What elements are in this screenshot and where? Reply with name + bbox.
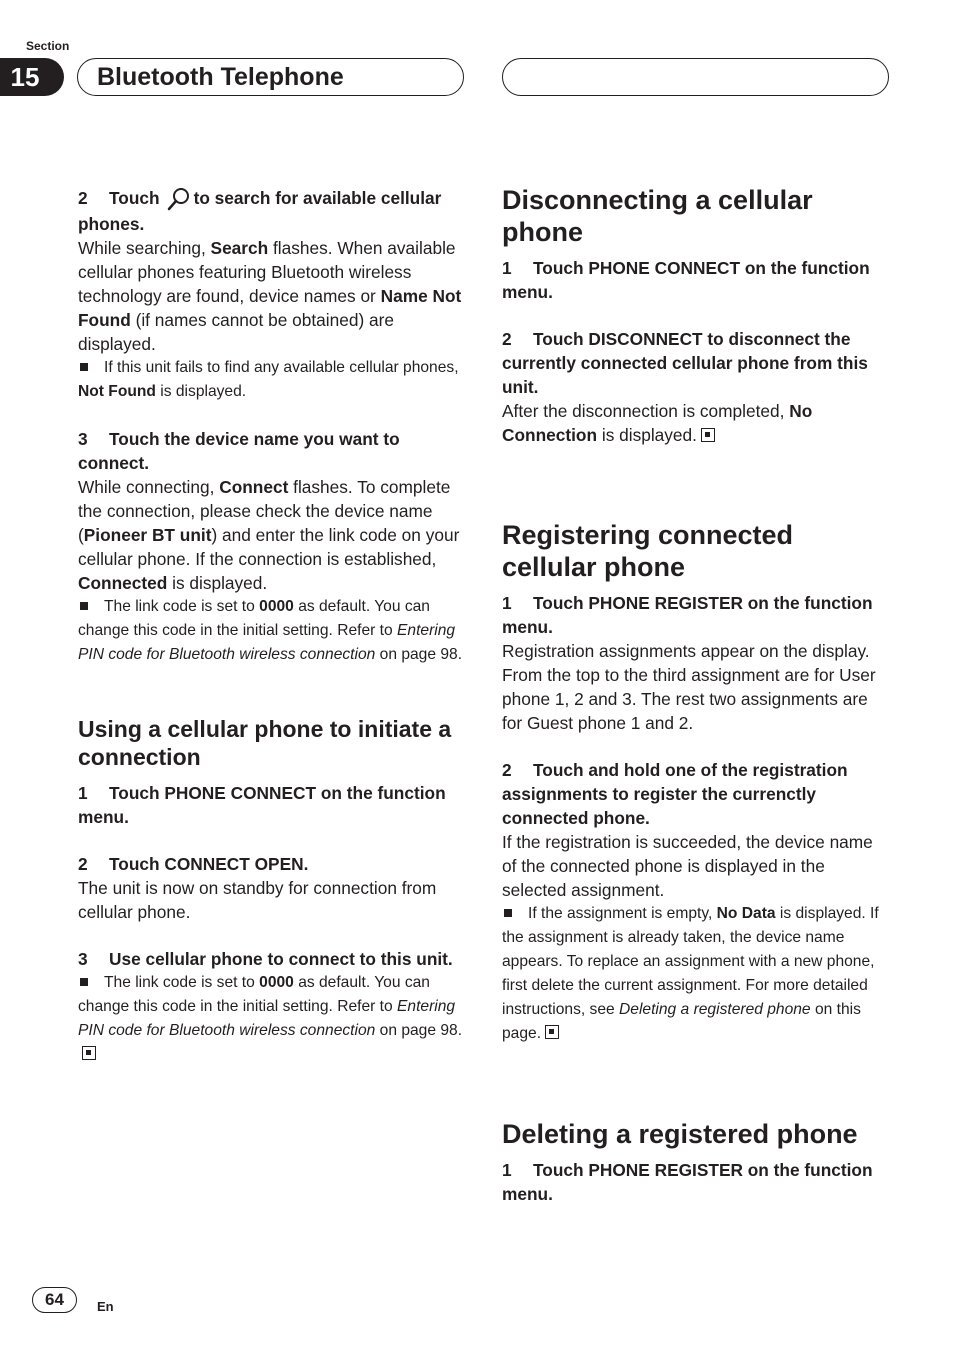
step-delete-1: 1 Touch PHONE REGISTER on the function menu. [502, 1160, 873, 1204]
standby-description: The unit is now on standby for connection from cellular phone. [78, 878, 437, 922]
section-number-badge: 15 [0, 58, 64, 96]
heading-registering: Registering connected cellular phone [502, 520, 794, 582]
note-link-code: The link code is set to 0000 as default. You can change this code in the initial setting. Refer to Entering PIN code for Bluetooth wireless connection on page 98. [78, 598, 463, 663]
note-assignment: If the assignment is empty, No Data is displayed. If the assignment is already taken, the device name appears. To replace an assignment with a new phone, first delete the current assignment. For more detailed instructions, see Deleting a registered phone on this page. [502, 905, 879, 1042]
end-mark-icon [82, 1046, 96, 1060]
search-description: While searching, Search flashes. When available cellular phones featuring Bluetooth wireless technology are found, device names or Name Not Found (if names cannot be obtained) are displayed. [78, 238, 462, 354]
right-column [502, 184, 890, 1206]
page-title: Bluetooth Telephone [77, 58, 464, 96]
register-description: Registration assignments appear on the display. From the top to the third assignment are for User phone 1, 2 and 3. The rest two assignments are for Guest phone 1 and 2. [502, 641, 876, 733]
page-number: 64 [32, 1287, 77, 1313]
step-register-2: 2 Touch and hold one of the registration assignments to register the currenctly connected phone. [502, 760, 848, 828]
step-phone-connect: 1 Touch PHONE CONNECT on the function menu. [78, 783, 446, 827]
step-disconnect-2: 2 Touch DISCONNECT to disconnect the currently connected cellular phone from this unit. [502, 329, 868, 397]
step-touch-device: 3 Touch the device name you want to connect. [78, 429, 400, 473]
language-label: En [97, 1299, 114, 1314]
step-connect-open: 2 Touch CONNECT OPEN. [78, 854, 309, 874]
end-mark-icon [545, 1025, 559, 1039]
title-frame-empty [502, 58, 889, 96]
register-result-description: If the registration is succeeded, the device name of the connected phone is displayed in the selected assignment. [502, 832, 873, 900]
disconnect-description: After the disconnection is completed, No Connection is displayed. [502, 401, 813, 445]
step-use-cellular: 3 Use cellular phone to connect to this unit. [78, 949, 453, 969]
heading-disconnecting: Disconnecting a cellular phone [502, 185, 813, 247]
heading-deleting: Deleting a registered phone [502, 1119, 858, 1149]
end-mark-icon [701, 428, 715, 442]
note-not-found: If this unit fails to find any available cellular phones, Not Found is displayed. [78, 359, 459, 400]
step-register-1: 1 Touch PHONE REGISTER on the function menu. [502, 593, 873, 637]
step-disconnect-1: 1 Touch PHONE CONNECT on the function menu. [502, 258, 870, 302]
search-icon [166, 186, 192, 212]
heading-using-cellular-phone: Using a cellular phone to initiate a connection [78, 716, 452, 770]
section-label: Section [26, 39, 70, 53]
step-search: 2 Touch to search for available cellular phones. [78, 188, 442, 234]
connect-description: While connecting, Connect flashes. To complete the connection, please check the device name (Pioneer BT unit) and enter the link code on your cellular phone. If the connection is established, Connected is displayed. [78, 477, 460, 593]
note-link-code-2: The link code is set to 0000 as default. You can change this code in the initial setting. Refer to Entering PIN code for Bluetooth wireless connection on page 98. [78, 971, 466, 1067]
left-column [78, 186, 466, 1067]
